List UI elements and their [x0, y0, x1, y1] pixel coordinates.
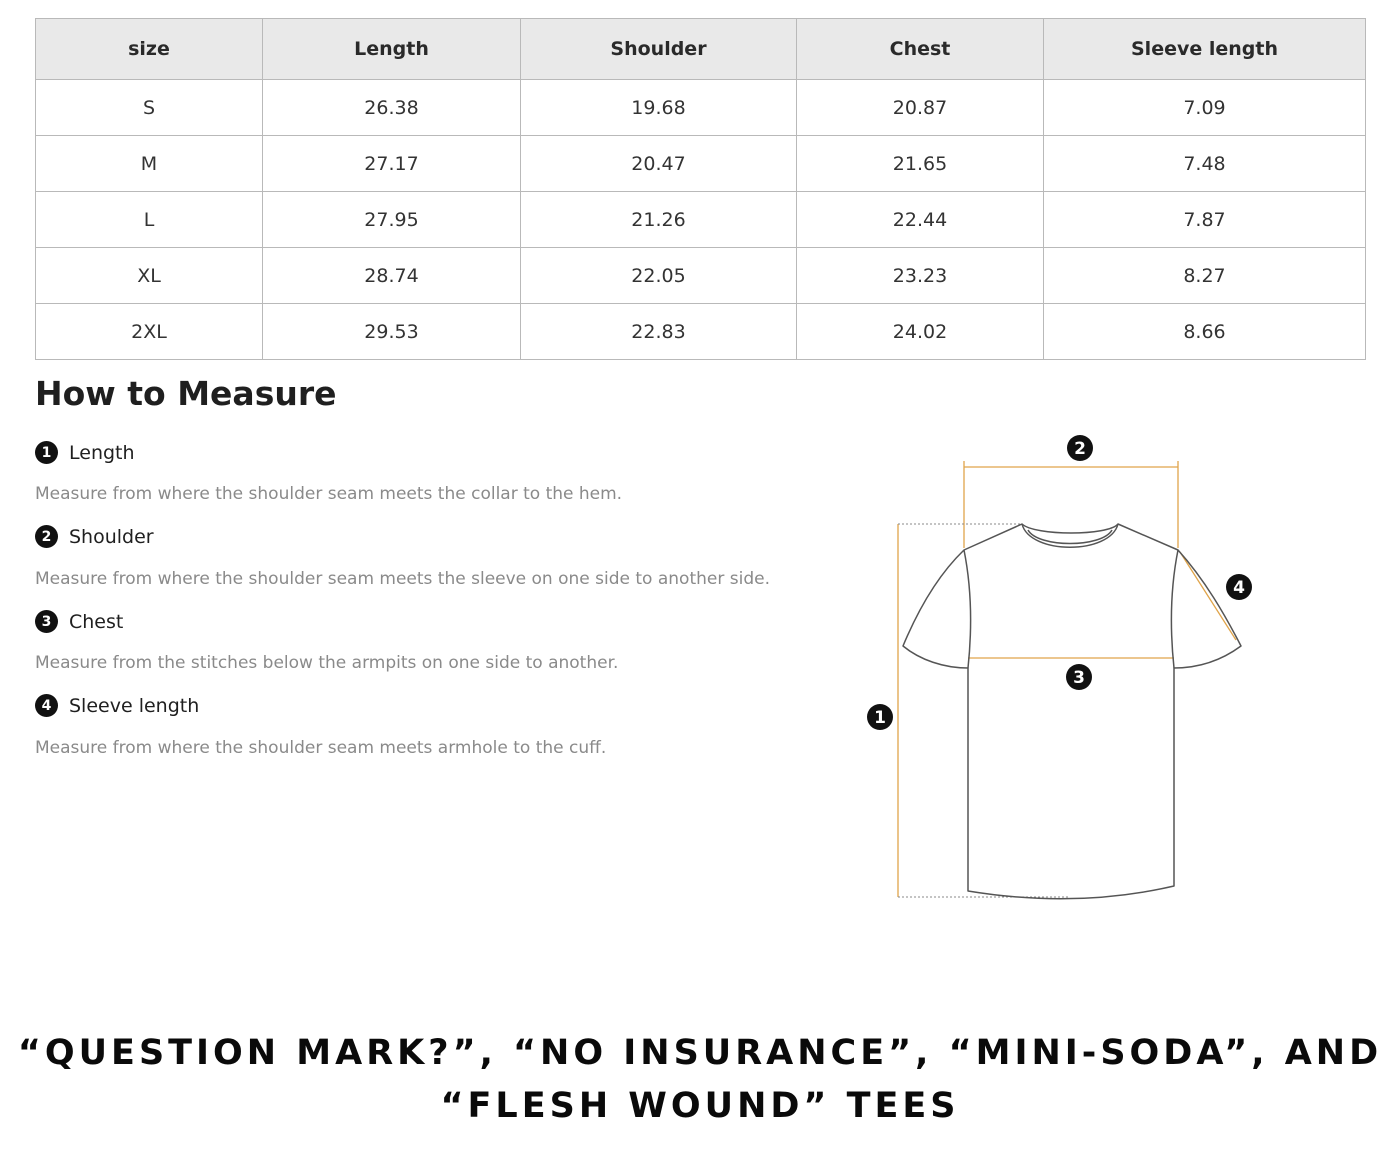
product-caption — [0, 1027, 1400, 1133]
step-label: Sleeve length — [69, 694, 200, 717]
cell-sleeve-length: 7.48 — [1044, 136, 1366, 192]
marker-one-icon — [867, 704, 893, 730]
cell-chest: 21.65 — [797, 136, 1044, 192]
step-shoulder — [35, 525, 154, 548]
step-description: Measure from where the shoulder seam meets armhole to the cuff. — [35, 738, 607, 758]
cell-shoulder: 20.47 — [521, 136, 797, 192]
cell-chest: 22.44 — [797, 192, 1044, 248]
table-row — [36, 80, 1366, 136]
cell-shoulder: 22.83 — [521, 304, 797, 360]
step-label: Shoulder — [69, 525, 154, 548]
step-sleeve-length — [35, 694, 199, 717]
tshirt-outline — [903, 524, 1241, 899]
how-to-measure-title: How to Measure — [35, 374, 337, 413]
cell-size: S — [36, 80, 263, 136]
cell-shoulder: 22.05 — [521, 248, 797, 304]
step-description: Measure from where the shoulder seam meets the sleeve on one side to another side. — [35, 569, 770, 589]
header-chest: Chest — [797, 19, 1044, 80]
table-header-row — [36, 19, 1366, 80]
cell-sleeve-length: 7.09 — [1044, 80, 1366, 136]
cell-size: XL — [36, 248, 263, 304]
cell-length: 28.74 — [263, 248, 521, 304]
header-size: size — [36, 19, 263, 80]
cell-size: M — [36, 136, 263, 192]
cell-chest: 23.23 — [797, 248, 1044, 304]
number-two-icon: 2 — [35, 525, 58, 548]
step-description: Measure from where the shoulder seam meets the collar to the hem. — [35, 484, 623, 504]
table-row — [36, 136, 1366, 192]
cell-chest: 20.87 — [797, 80, 1044, 136]
cell-length: 26.38 — [263, 80, 521, 136]
cell-sleeve-length: 8.66 — [1044, 304, 1366, 360]
header-sleeve-length: Sleeve length — [1044, 19, 1366, 80]
marker-label: 2 — [1074, 439, 1086, 459]
marker-four-icon — [1226, 574, 1252, 600]
step-label: Length — [69, 441, 135, 464]
tshirt-measurement-diagram — [850, 420, 1270, 920]
step-label: Chest — [69, 610, 124, 633]
cell-length: 29.53 — [263, 304, 521, 360]
marker-three-icon — [1066, 664, 1092, 690]
table-row — [36, 248, 1366, 304]
table-row — [36, 304, 1366, 360]
cell-shoulder: 21.26 — [521, 192, 797, 248]
header-length: Length — [263, 19, 521, 80]
header-shoulder: Shoulder — [521, 19, 797, 80]
cell-sleeve-length: 7.87 — [1044, 192, 1366, 248]
step-description: Measure from the stitches below the armpits on one side to another. — [35, 653, 619, 673]
cell-chest: 24.02 — [797, 304, 1044, 360]
table-row — [36, 192, 1366, 248]
number-four-icon: 4 — [35, 694, 58, 717]
marker-label: 4 — [1233, 578, 1245, 598]
step-chest — [35, 610, 123, 633]
cell-size: L — [36, 192, 263, 248]
cell-length: 27.95 — [263, 192, 521, 248]
marker-two-icon — [1067, 435, 1093, 461]
cell-size: 2XL — [36, 304, 263, 360]
caption-line: “QUESTION MARK?”, “NO INSURANCE”, “MINI-SODA”, AND — [17, 1033, 1383, 1073]
marker-label: 3 — [1073, 668, 1085, 688]
marker-label: 1 — [874, 708, 886, 728]
cell-shoulder: 19.68 — [521, 80, 797, 136]
cell-length: 27.17 — [263, 136, 521, 192]
caption-line: “FLESH WOUND” TEES — [440, 1086, 960, 1126]
number-one-icon: 1 — [35, 441, 58, 464]
step-length — [35, 441, 135, 464]
cell-sleeve-length: 8.27 — [1044, 248, 1366, 304]
size-chart-table — [35, 18, 1366, 360]
number-three-icon: 3 — [35, 610, 58, 633]
